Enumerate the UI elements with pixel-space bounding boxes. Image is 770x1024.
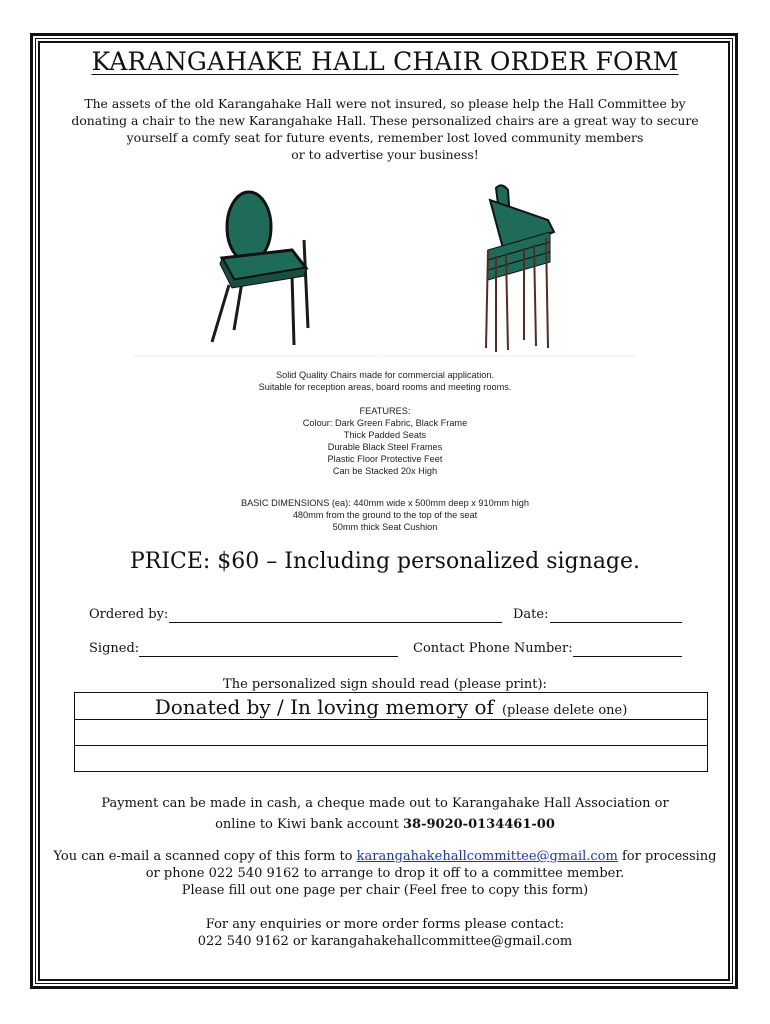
sign-line-3[interactable] [75,746,707,771]
intro-line: donating a chair to the new Karangahake Hall. These personalized chairs are a great way to secure [71,113,699,128]
signature-field[interactable] [139,656,398,657]
date-label: Date: [513,607,549,622]
spec-line: Solid Quality Chairs made for commercial application. [275,370,495,380]
email-link[interactable]: karangahakehallcommittee@gmail.com [356,849,618,864]
feature-item: Can be Stacked 20x High [332,466,438,476]
intro-line: The assets of the old Karangahake Hall were not insured, so please help the Hall Committee by [84,96,686,111]
feature-item: Colour: Dark Green Fabric, Black Frame [302,418,468,428]
sign-main-text: Donated by / In loving memory of [154,695,494,719]
features-list [0,405,770,477]
ordered-by-field[interactable] [169,622,502,623]
price-heading: PRICE: $60 – Including personalized signage. [129,549,641,574]
single-chair-image [134,180,382,360]
dimension-line: BASIC DIMENSIONS (ea): 440mm wide x 500mm deep x 910mm high [241,498,529,508]
stacked-chairs-image [384,180,636,360]
intro-line: yourself a comfy seat for future events, remember lost loved community members [126,130,644,145]
dimensions-block [0,497,770,533]
dimension-line: 480mm from the ground to the top of the seat [292,510,478,520]
sign-line-2[interactable] [75,720,707,746]
email-info [0,848,770,899]
date-field[interactable] [550,622,682,623]
payment-info [0,795,770,833]
signed-label: Signed: [89,641,140,656]
page-title: KARANGAHAKE HALL CHAIR ORDER FORM [91,47,679,76]
payment-line: online to Kiwi bank account 38-9020-0134461-00 [215,817,555,832]
contact-line: For any enquiries or more order forms please contact: [205,917,565,932]
sign-text-box [74,692,708,772]
contact-phone-field[interactable] [573,656,682,657]
contact-info [0,916,770,950]
chair-description [0,369,770,393]
feature-item: Thick Padded Seats [343,430,427,440]
email-line: You can e-mail a scanned copy of this form to karangahakehallcommittee@gmail.com for processing [53,849,717,864]
intro-paragraph [50,95,720,163]
bank-account-number: 38-9020-0134461-00 [403,817,555,832]
sign-caption: The personalized sign should read (please print): [223,677,547,692]
contact-phone-label: Contact Phone Number: [413,641,573,656]
feature-item: Plastic Floor Protective Feet [327,454,443,464]
sign-note: (please delete one) [501,703,628,718]
email-line: Please fill out one page per chair (Feel free to copy this form) [181,883,589,898]
ordered-by-label: Ordered by: [89,607,169,622]
sign-line-1[interactable] [75,693,707,720]
payment-line: Payment can be made in cash, a cheque made out to Karangahake Hall Association or [101,796,669,811]
spec-line: Suitable for reception areas, board rooms and meeting rooms. [258,382,512,392]
dimension-line: 50mm thick Seat Cushion [332,522,438,532]
email-line: or phone 022 540 9162 to arrange to drop it off to a committee member. [145,866,625,881]
features-heading: FEATURES: [359,406,411,416]
feature-item: Durable Black Steel Frames [327,442,443,452]
intro-line: or to advertise your business! [291,147,479,162]
chair-photos [134,180,636,360]
contact-line: 022 540 9162 or karangahakehallcommittee@gmail.com [197,934,573,949]
